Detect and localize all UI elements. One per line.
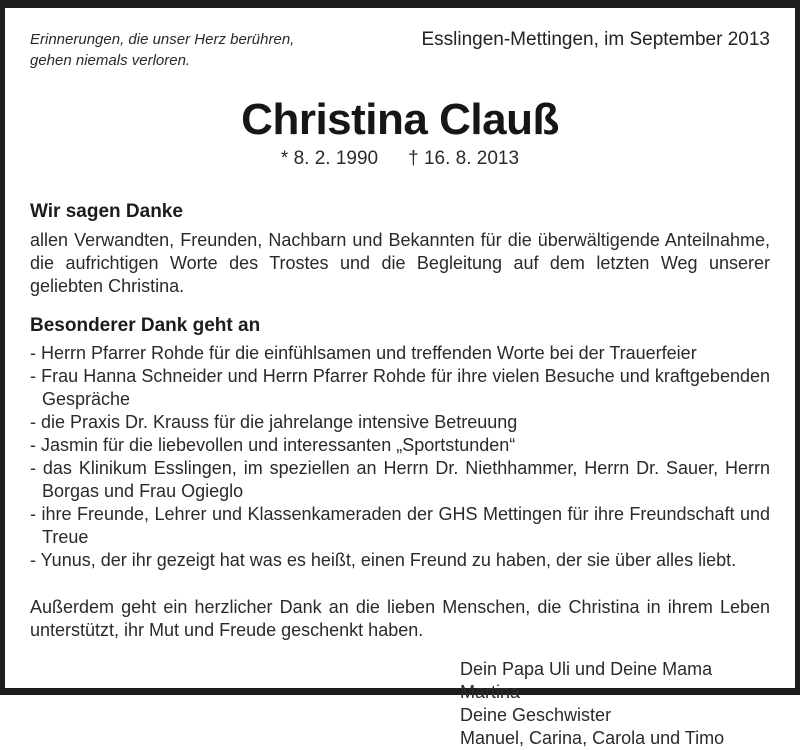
special-thanks-heading: Besonderer Dank geht an xyxy=(30,315,261,336)
thanks-paragraph: allen Verwandten, Freunden, Nachbarn und Bekannten für die überwältigende Anteilnahme, die aufrichtigen Worte des Trostes und die Begleitung auf dem letzten Weg unserer geliebten Christina. xyxy=(30,230,770,296)
list-item: - ihre Freunde, Lehrer und Klassenkameraden der GHS Mettingen für ihre Freundschaft und Treue xyxy=(30,504,770,547)
deceased-name: Christina Clauß xyxy=(241,95,559,144)
thanks-heading: Wir sagen Danke xyxy=(30,201,183,222)
list-item: - die Praxis Dr. Krauss für die jahrelange intensive Betreuung xyxy=(30,412,518,432)
obituary-content xyxy=(5,8,795,748)
birth-date: * 8. 2. 1990 xyxy=(280,148,379,169)
signature-line-names: Manuel, Carina, Carola und Timo xyxy=(460,728,725,748)
list-item: - Frau Hanna Schneider und Herrn Pfarrer Rohde für ihre vielen Besuche und kraftgebenden Gespräche xyxy=(30,366,770,409)
place-dateline: Esslingen-Mettingen, im September 2013 xyxy=(421,29,770,50)
death-date: † 16. 8. 2013 xyxy=(408,148,520,169)
list-item: - Jasmin für die liebevollen und interessanten „Sportstunden“ xyxy=(30,435,516,455)
signature-line-parents: Dein Papa Uli und Deine Mama Martina xyxy=(460,659,713,702)
notice-header xyxy=(30,29,770,71)
list-item: - Herrn Pfarrer Rohde für die einfühlsamen und treffenden Worte bei der Trauerfeier xyxy=(30,343,697,363)
memorial-quote-line2: gehen niemals verloren. xyxy=(30,52,191,69)
special-thanks-list xyxy=(30,342,770,572)
memorial-quote-line1: Erinnerungen, die unser Herz berühren, xyxy=(30,31,295,48)
memorial-quote xyxy=(30,29,294,71)
life-dates xyxy=(30,147,770,171)
list-item: - Yunus, der ihr gezeigt hat was es heißt, einen Freund zu haben, der sie über alles liebt. xyxy=(30,550,737,570)
signature-line-siblings: Deine Geschwister xyxy=(460,705,612,725)
signature-block xyxy=(460,658,770,750)
closing-paragraph: Außerdem geht ein herzlicher Dank an die lieben Menschen, die Christina in ihrem Leben unterstützt, ihr Mut und Freude geschenkt haben. xyxy=(30,597,770,640)
list-item: - das Klinikum Esslingen, im speziellen an Herrn Dr. Niethhammer, Herrn Dr. Sauer, Herrn Borgas und Frau Ogieglo xyxy=(30,458,770,501)
